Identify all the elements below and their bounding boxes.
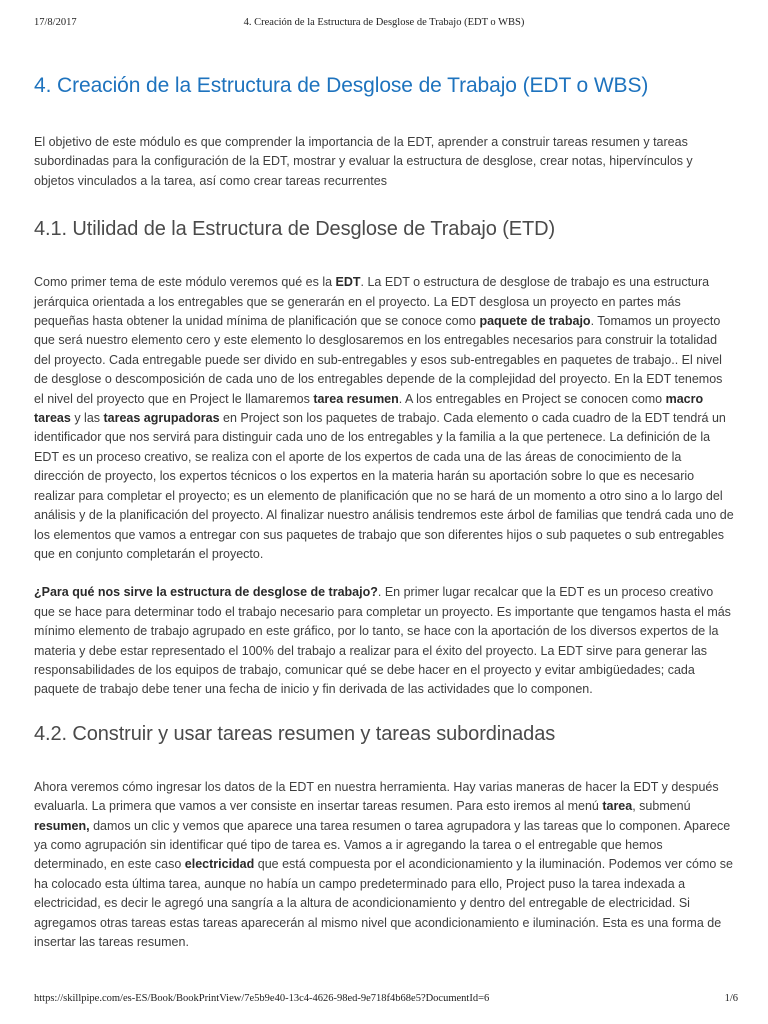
page-title: 4. Creación de la Estructura de Desglose de Trabajo (EDT o WBS): [34, 74, 649, 97]
bold-run: tarea resumen: [313, 391, 399, 406]
bold-run: resumen,: [34, 818, 90, 833]
text-run: damos un clic y vemos que aparece una tarea resumen o tarea agrupadora y las tareas que lo componen. Aparece ya como agrupación sin identificar qué tipo de tarea es. Vamos a ir agregando la tarea o el entregable que hemos determinado, en este caso: [34, 818, 731, 872]
bold-run: ¿Para qué nos sirve la estructura de desglose de trabajo?: [34, 585, 378, 600]
text-run: . La EDT o estructura de desglose de trabajo es una estructura jerárquica orientada a los entregables que se generarán en el proyecto. La EDT desglosa un proyecto en partes más pequeñas hasta obtener la unidad mínima de planificación que se conoce como: [34, 275, 710, 329]
text-run: , submenú: [632, 799, 691, 814]
section-4-1-paragraph-1: [34, 273, 734, 564]
text-run: Ahora veremos cómo ingresar los datos de la EDT en nuestra herramienta. Hay varias maneras de hacer la EDT y después evaluarla. La primera que vamos a ver consiste en insertar tareas resumen. Para esto iremos al menú: [34, 779, 719, 814]
print-date: 17/8/2017: [34, 17, 77, 28]
bold-run: tarea: [602, 799, 633, 814]
section-4-1-paragraph-2: [34, 583, 734, 699]
text-run: . A los entregables en Project se conocen como: [398, 391, 666, 406]
section-heading-4-2: 4.2. Construir y usar tareas resumen y tareas subordinadas: [34, 722, 556, 745]
text-run: y las: [70, 411, 104, 426]
print-header: [0, 17, 768, 31]
section-4-2-paragraph-1: [34, 778, 734, 953]
print-title: 4. Creación de la Estructura de Desglose de Trabajo (EDT o WBS): [243, 17, 525, 28]
page-number: 1/6: [724, 993, 738, 1004]
print-url: https://skillpipe.com/es-ES/Book/BookPrintView/7e5b9e40-13c4-4626-98ed-9e718f4b68e5?DocumentId=6: [34, 993, 490, 1004]
text-run: . Tomamos un proyecto que será nuestro elemento cero y este elemento lo desglosaremos en los entregables necesarios para construir la totalidad del proyecto. Cada entregable puede ser divido en sub-entregables y esos sub-entregables en paquetes de trabajo.. El nivel de desglose o descomposición de cada uno de los entregables depende de la complejidad del proyecto. En la EDT tenemos el nivel del proyecto que en Project le llamaremos: [34, 314, 723, 406]
bold-run: macro tareas: [34, 391, 704, 426]
text-run: en Project son los paquetes de trabajo. Cada elemento o cada cuadro de la EDT tendrá un identificador que nos servirá para distinguir cada uno de los entregables y la familia a la que pertenece. La definición de la EDT es un proceso creativo, se realiza con el aporte de los expertos de cada una de las áreas de conocimiento de la dirección de proyecto, los expertos técnicos o los expertos en la materia harán su aportación sobre lo que es necesario realizar para completar el proyecto; es un elemento de planificación que no se hará de un momento a otro sino a lo largo del análisis y de la planificación del proyecto. Al finalizar nuestro análisis tendremos este árbol de familias que tendrá cada uno de los elementos que vamos a entregar con sus paquetes de trabajo que son diferentes hijos o sub paquetes o sub entregables que en conjunto completarán el proyecto.: [34, 411, 734, 561]
text-run: . En primer lugar recalcar que la EDT es un proceso creativo que se hace para determinar todo el trabajo necesario para completar un proyecto. Es importante que tengamos hasta el más mínimo elemento de trabajo agrupado en este gráfico, por lo tanto, se hace con la aportación de los diversos expertos de la materia y debe estar representado el 100% del trabajo a realizar para el éxito del proyecto. La EDT sirve para generar las responsabilidades de los equipos de trabajo, comunicar qué se debe hacer en el proyecto y evitar ambigüedades; cada paquete de trabajo debe tener una fecha de inicio y fin derivada de las actividades que lo componen.: [34, 585, 731, 697]
text-run: Como primer tema de este módulo veremos qué es la: [34, 275, 336, 290]
section-heading-4-1: 4.1. Utilidad de la Estructura de Desglose de Trabajo (ETD): [34, 218, 556, 241]
text-run: que está compuesta por el acondicionamiento y la iluminación. Podemos ver cómo se ha colocado esta última tarea, aunque no había un campo predeterminado para ello, Project puso la tarea indexada a electricidad, es decir le agregó una sangría a la altura de acondicionamiento y dentro del entregable de electricidad. Si agregamos otras tareas estas tareas aparecerán al mismo nivel que acondicionamiento e iluminación. Esta es una forma de insertar las tareas resumen.: [34, 857, 734, 949]
print-footer: [0, 993, 768, 1007]
bold-run: EDT: [335, 275, 361, 290]
bold-run: paquete de trabajo: [479, 314, 591, 329]
intro-paragraph: El objetivo de este módulo es que comprender la importancia de la EDT, aprender a construir tareas resumen y tareas subordinadas para la configuración de la EDT, mostrar y evaluar la estructura de desglose, crear notas, hipervínculos y objetos vinculados a la tarea, así como crear tareas recurrentes: [34, 135, 693, 188]
document-body: [34, 70, 734, 952]
bold-run: electricidad: [184, 857, 255, 872]
bold-run: tareas agrupadoras: [103, 411, 220, 426]
